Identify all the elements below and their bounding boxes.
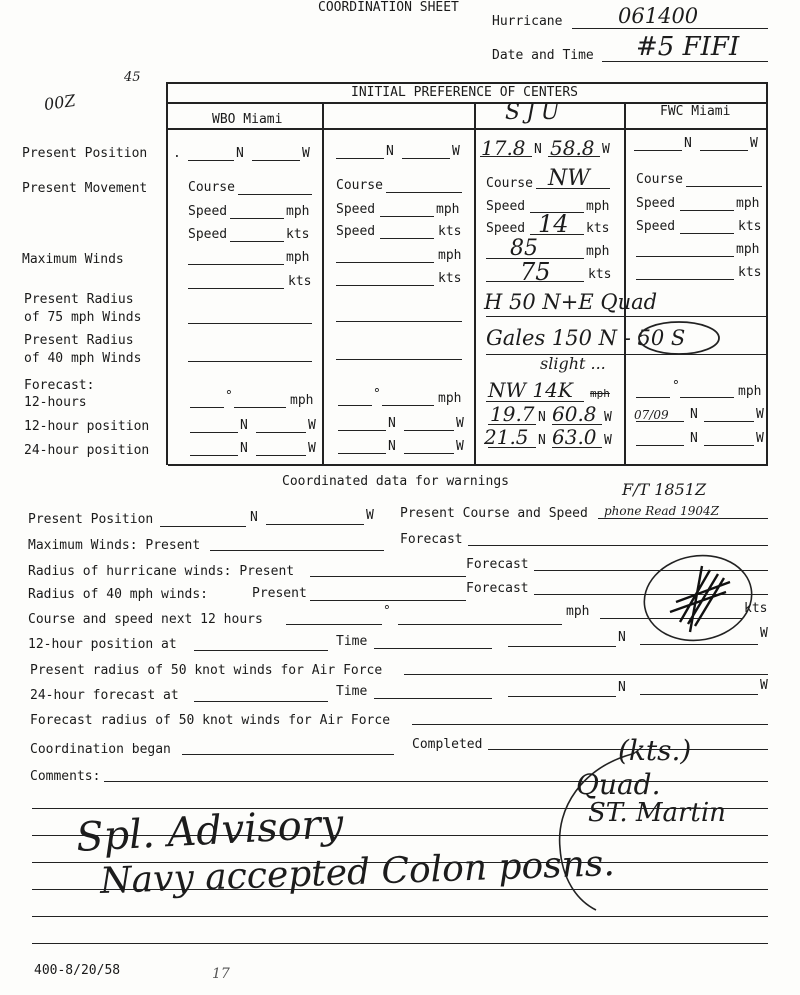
cd-pp-w: W — [366, 508, 374, 523]
fwc-lon-line[interactable] — [700, 150, 748, 151]
wbo-24-n: N — [240, 441, 248, 456]
wbo-24-lon-line[interactable] — [256, 455, 306, 456]
sju-speed-kts-unit: kts — [586, 221, 610, 236]
fwc-speed-mph-label: Speed — [636, 196, 676, 211]
margin-note-00z: 00Z — [42, 90, 77, 115]
cd-coord-began-line[interactable] — [182, 754, 394, 755]
c2-fc-mph: mph — [438, 391, 462, 406]
cd-radius-hurricane-fc: Forecast — [466, 557, 529, 572]
fwc-max-kts-unit: kts — [738, 265, 762, 280]
wbo-12-lat-line[interactable] — [190, 432, 238, 433]
row-radius75-line1: Present Radius — [24, 292, 134, 307]
c2-speed-kts-line[interactable] — [380, 238, 434, 239]
fwc-12-n: N — [690, 407, 698, 422]
note-quad: Quad. — [576, 768, 661, 801]
sju-radius75-line[interactable] — [486, 316, 766, 317]
sju-12-w: W — [604, 410, 612, 425]
fwc-fc-mph: mph — [738, 384, 762, 399]
cd-24-forecast-at: 24-hour forecast at — [30, 688, 179, 703]
fwc-lat-n: N — [684, 136, 692, 151]
fwc-max-mph-line[interactable] — [636, 256, 734, 257]
c2-speed-mph-line[interactable] — [380, 216, 434, 217]
cd-max-winds: Maximum Winds: Present — [28, 538, 201, 553]
wbo-speed-kts-unit: kts — [286, 227, 310, 242]
c2-12-n: N — [388, 416, 396, 431]
cd-12-lat-line[interactable] — [508, 646, 616, 647]
c2-fc-course-line[interactable] — [338, 405, 372, 406]
fwc-speed-kts-line[interactable] — [680, 233, 734, 234]
wbo-speed-mph-line[interactable] — [230, 218, 284, 219]
cd-fcst-radius50-af-line[interactable] — [412, 724, 768, 725]
sju-max-kts-unit: kts — [588, 267, 612, 282]
wbo-radius75-line[interactable] — [188, 323, 312, 324]
date-time-value: #5 FIFI — [636, 32, 740, 62]
c2-24-lat-line[interactable] — [338, 453, 386, 454]
hurricane-label: Hurricane — [492, 14, 563, 29]
c2-radius40-line[interactable] — [336, 359, 462, 360]
fwc-12-lon-line[interactable] — [704, 421, 754, 422]
fwc-fc-course-line[interactable] — [636, 397, 670, 398]
note-kts: (kts.) — [618, 734, 692, 767]
c2-12-lat-line[interactable] — [338, 430, 386, 431]
cd-radius-hurricane: Radius of hurricane winds: Present — [28, 564, 295, 579]
wbo-lat-n: N — [236, 146, 244, 161]
sju-24-lon-value: 63.0 — [552, 425, 597, 449]
cd-radius50-af-line[interactable] — [404, 674, 768, 675]
row-24-hour-position: 24-hour position — [24, 443, 150, 458]
margin-note-45: 45 — [124, 70, 141, 85]
cd-max-winds-line[interactable] — [210, 550, 384, 551]
ft-note: F/T 1851Z — [622, 480, 707, 499]
sju-12-lat-value: 19.7 — [490, 402, 535, 426]
fwc-forecast-note: 07/09 — [634, 408, 669, 422]
wbo-12-lon-line[interactable] — [256, 432, 306, 433]
fwc-lat-line[interactable] — [634, 150, 682, 151]
cd-24-w: W — [760, 678, 768, 693]
fwc-fc-deg: ° — [672, 379, 680, 394]
sju-lat-n: N — [534, 142, 542, 157]
cd-cs12-deg: ° — [383, 604, 391, 619]
phone-note: phone Read 1904Z — [604, 504, 719, 518]
c2-24-lon-line[interactable] — [404, 453, 454, 454]
fwc-12-lat-line[interactable] — [636, 421, 684, 422]
hurricane-value: 061400 — [618, 4, 699, 28]
cd-24-time: Time — [336, 684, 368, 699]
cd-pp-n: N — [250, 510, 258, 525]
fwc-lon-w: W — [750, 136, 758, 151]
cd-course-speed-line[interactable] — [598, 518, 768, 519]
table-col-border-4 — [766, 82, 768, 465]
fwc-fc-speed-line[interactable] — [680, 397, 734, 398]
cd-radius-hurricane-line[interactable] — [310, 576, 466, 577]
table-col-border-3 — [624, 102, 626, 465]
cd-12-position-at: 12-hour position at — [28, 637, 177, 652]
c2-speed-mph-unit: mph — [436, 202, 460, 217]
cd-12-time: Time — [336, 634, 368, 649]
wbo-max-mph-unit: mph — [286, 250, 310, 265]
wbo-max-mph-line[interactable] — [188, 264, 284, 265]
sju-speed-kts-label: Speed — [486, 221, 526, 236]
page-mark: 17 — [212, 966, 230, 982]
cd-completed: Completed — [412, 737, 483, 752]
c2-max-kts-line[interactable] — [336, 285, 434, 286]
wbo-fc-speed-line[interactable] — [234, 407, 286, 408]
c2-speed-kts-label: Speed — [336, 224, 376, 239]
cd-max-forecast-line[interactable] — [468, 545, 768, 546]
c2-24-w: W — [456, 439, 464, 454]
wbo-lat-line[interactable] — [188, 160, 234, 161]
col-header-wbo: WBO Miami — [212, 112, 283, 127]
wbo-speed-kts-label: Speed — [188, 227, 228, 242]
table-header-border — [166, 128, 766, 130]
fwc-24-lon-line[interactable] — [704, 445, 754, 446]
sju-max-mph-unit: mph — [586, 244, 610, 259]
col-header-sju: SJU — [505, 100, 566, 125]
c2-max-mph-unit: mph — [438, 248, 462, 263]
wbo-fc-deg: ° — [225, 389, 233, 404]
row-present-position: Present Position — [22, 146, 148, 161]
sju-24-n: N — [538, 433, 546, 448]
c2-lat-n: N — [386, 144, 394, 159]
table-top-border — [166, 82, 766, 84]
coordinated-title: Coordinated data for warnings — [282, 474, 509, 489]
wbo-12-w: W — [308, 418, 316, 433]
table-col-border-1 — [322, 102, 324, 465]
fwc-speed-mph-line[interactable] — [680, 210, 734, 211]
wbo-lon-line[interactable] — [252, 160, 300, 161]
cd-24-at-line[interactable] — [194, 701, 328, 702]
note-st-martin: ST. Martin — [588, 798, 726, 828]
c2-speed-mph-label: Speed — [336, 202, 376, 217]
cd-cs12-course-line[interactable] — [286, 624, 382, 625]
wbo-fc-course-line[interactable] — [190, 407, 224, 408]
c2-course-label: Course — [336, 178, 383, 193]
fwc-24-w: W — [756, 431, 764, 446]
table-bottom-border — [168, 464, 768, 466]
sju-fc-value: NW 14K — [488, 378, 573, 402]
wbo-lon-w: W — [302, 146, 310, 161]
cd-present-position: Present Position — [28, 512, 154, 527]
sheet-title: COORDINATION SHEET — [318, 0, 459, 15]
fwc-speed-kts-label: Speed — [636, 219, 676, 234]
note-spl-advisory: Spl. Advisory — [74, 801, 345, 861]
sju-speed-kts-value: 14 — [538, 210, 569, 238]
sju-lon-value: 58.8 — [550, 136, 595, 160]
cd-cs12-mph-line[interactable] — [398, 624, 562, 625]
sju-radius75-value: H 50 N+E Quad — [484, 290, 658, 314]
fwc-max-mph-unit: mph — [736, 242, 760, 257]
wbo-course-line[interactable] — [238, 194, 312, 195]
table-col-border-0 — [166, 82, 168, 465]
cd-pp-lon-line[interactable] — [266, 524, 364, 525]
sju-speed-mph-unit: mph — [586, 199, 610, 214]
sju-12-lon-value: 60.8 — [552, 402, 597, 426]
row-radius40-line1: Present Radius — [24, 333, 134, 348]
cd-12-pos-at-line[interactable] — [194, 650, 328, 651]
comments-line-7[interactable] — [32, 943, 768, 944]
cd-24-n: N — [618, 680, 626, 695]
cd-pp-lat-line[interactable] — [160, 526, 246, 527]
cd-course-speed-12: Course and speed next 12 hours — [28, 612, 263, 627]
c2-lon-w: W — [452, 144, 460, 159]
c2-12-w: W — [456, 416, 464, 431]
wbo-12-n: N — [240, 418, 248, 433]
table-title: INITIAL PREFERENCE OF CENTERS — [351, 85, 578, 100]
cd-fcst-radius50-af: Forecast radius of 50 knot winds for Air Force — [30, 713, 391, 728]
c2-lon-line[interactable] — [402, 158, 450, 159]
hurricane-line — [572, 28, 768, 29]
wbo-speed-mph-label: Speed — [188, 204, 228, 219]
c2-speed-kts-unit: kts — [438, 224, 462, 239]
row-12-hour-position: 12-hour position — [24, 419, 150, 434]
wbo-24-lat-line[interactable] — [190, 455, 238, 456]
cd-24-lon-line[interactable] — [640, 694, 758, 695]
wbo-course-label: Course — [188, 180, 235, 195]
cd-12-time-line[interactable] — [374, 648, 492, 649]
sju-lat-value: 17.8 — [481, 136, 526, 160]
fwc-24-n: N — [690, 431, 698, 446]
row-radius40-line2: of 40 mph Winds — [24, 351, 142, 366]
cd-present-course-speed: Present Course and Speed — [400, 506, 588, 521]
sju-course-value: NW — [548, 166, 590, 191]
wbo-24-w: W — [308, 441, 316, 456]
cd-radius50-af: Present radius of 50 knot winds for Air Force — [30, 663, 383, 678]
wbo-speed-mph-unit: mph — [286, 204, 310, 219]
fwc-24-lat-line[interactable] — [636, 445, 684, 446]
wbo-radius40-line[interactable] — [188, 361, 312, 362]
c2-lat-line[interactable] — [336, 158, 384, 159]
sju-12-n: N — [538, 410, 546, 425]
fwc-max-kts-line[interactable] — [636, 279, 734, 280]
cd-cs12-mph: mph — [566, 604, 590, 619]
cd-12-w: W — [760, 626, 768, 641]
wbo-max-kts-line[interactable] — [188, 288, 284, 289]
date-time-label: Date and Time — [492, 48, 594, 63]
c2-12-lon-line[interactable] — [404, 430, 454, 431]
fwc-course-label: Course — [636, 172, 683, 187]
row-forecast: Forecast: — [24, 378, 95, 393]
cd-radius40-present: Present — [252, 586, 307, 601]
circle-mark-50s — [636, 318, 722, 358]
cd-radius40: Radius of 40 mph winds: — [28, 587, 209, 602]
sju-max-mph-value: 85 — [510, 236, 538, 261]
sju-course-label: Course — [486, 176, 533, 191]
c2-fc-deg: ° — [373, 387, 381, 402]
scribbled-circle-mark — [640, 552, 760, 644]
sju-fc-mph: mph — [590, 387, 610, 400]
fwc-12-w: W — [756, 407, 764, 422]
cd-coordination-began: Coordination began — [30, 742, 171, 757]
sju-max-kts-value: 75 — [520, 258, 551, 286]
form-number: 400-8/20/58 — [34, 963, 121, 978]
cd-comments: Comments: — [30, 769, 101, 784]
col-header-fwc: FWC Miami — [660, 104, 731, 119]
c2-radius75-line[interactable] — [336, 321, 462, 322]
sju-speed-mph-label: Speed — [486, 199, 526, 214]
sju-radius40-note: slight ... — [540, 354, 606, 373]
row-maximum-winds: Maximum Winds — [22, 252, 124, 267]
row-radius75-line2: of 75 mph Winds — [24, 310, 142, 325]
c2-course-line[interactable] — [386, 192, 462, 193]
cd-12-n: N — [618, 630, 626, 645]
comments-line-1[interactable] — [104, 781, 768, 782]
sju-radius40-line[interactable] — [486, 354, 766, 355]
cd-radius40-line[interactable] — [310, 600, 466, 601]
cd-24-lat-line[interactable] — [508, 696, 616, 697]
sju-radius40-value: Gales 150 N - 50 S — [486, 326, 686, 350]
c2-fc-speed-line[interactable] — [382, 405, 434, 406]
cd-24-time-line[interactable] — [374, 698, 492, 699]
sju-lon-w: W — [602, 142, 610, 157]
cd-12-lon-line[interactable] — [640, 644, 758, 645]
wbo-fc-mph: mph — [290, 393, 314, 408]
cd-cs12-kts: kts — [744, 601, 768, 616]
fwc-speed-mph-unit: mph — [736, 196, 760, 211]
row-12-hours: 12-hours — [24, 395, 87, 410]
fwc-course-line[interactable] — [686, 186, 762, 187]
sju-24-w: W — [604, 433, 612, 448]
wbo-max-kts-unit: kts — [288, 274, 312, 289]
c2-max-mph-line[interactable] — [336, 262, 434, 263]
cd-max-forecast: Forecast — [400, 532, 463, 547]
table-col-border-2 — [474, 102, 476, 465]
row-present-movement: Present Movement — [22, 181, 148, 196]
comments-line-6[interactable] — [32, 916, 768, 917]
note-navy-accepted: Navy accepted Colon posns. — [99, 843, 616, 902]
cd-radius40-fc: Forecast — [466, 581, 529, 596]
fwc-speed-kts-unit: kts — [738, 219, 762, 234]
c2-max-kts-unit: kts — [438, 271, 462, 286]
c2-24-n: N — [388, 439, 396, 454]
sju-24-lat-value: 21.5 — [484, 425, 529, 449]
wbo-speed-kts-line[interactable] — [230, 241, 284, 242]
